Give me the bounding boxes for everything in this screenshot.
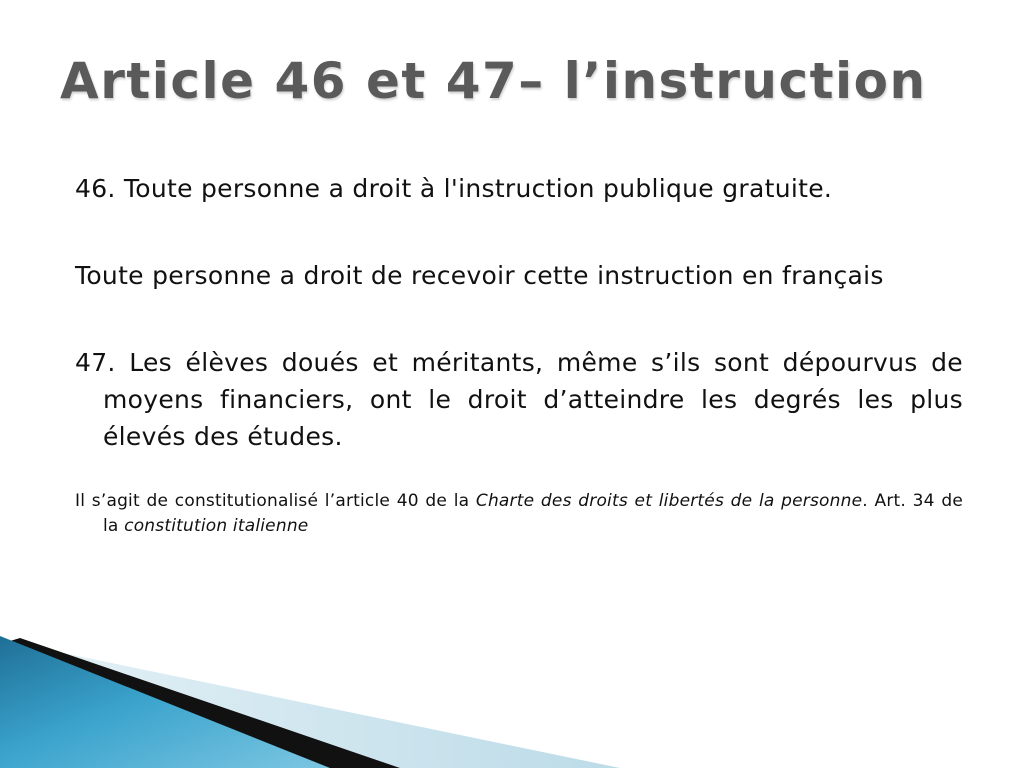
note-paragraph — [75, 489, 963, 539]
note-text-2: . Art. 34 de la — [103, 491, 963, 536]
note-charter-title: Charte des droits et libertés de la personne — [475, 491, 863, 511]
paragraph-article-46: 46. Toute personne a droit à l'instruction publique gratuite. — [75, 174, 833, 203]
note-text-1: Il s’agit de constitutionalisé l’article 40 de la — [75, 491, 476, 511]
slide-title: Article 46 et 47– l’instruction — [60, 52, 927, 110]
paragraph-french-instruction: Toute personne a droit de recevoir cette instruction en français — [75, 261, 884, 290]
slide-content — [75, 170, 963, 539]
decorative-swoosh — [0, 628, 1024, 768]
paragraph-article-47: 47. Les élèves doués et méritants, même s’ils sont dépourvus de moyens financiers, ont le droit d’atteindre les degrés les plus élevés des études. — [75, 348, 963, 451]
note-constitution-title: constitution italienne — [124, 516, 309, 536]
